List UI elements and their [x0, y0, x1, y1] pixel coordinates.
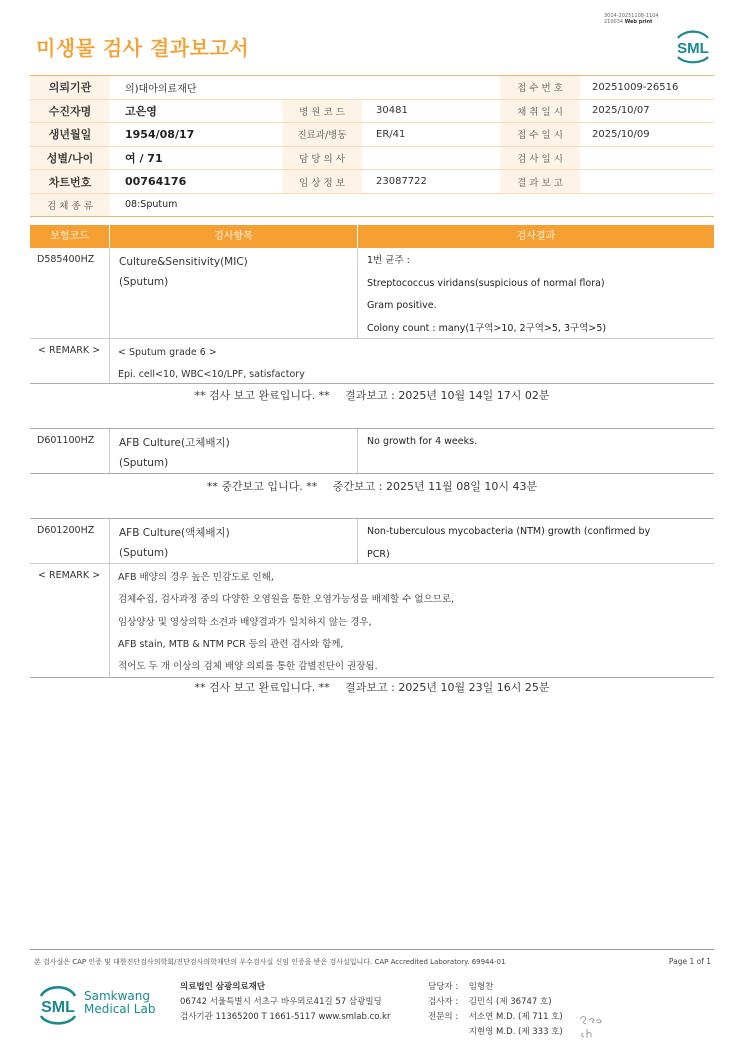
result-row: [30, 248, 714, 339]
staff-name: 지현영 M.D. (제 333 호): [468, 1027, 563, 1037]
report-status-2: [30, 478, 714, 494]
footer-divider: [30, 949, 714, 950]
info-label: 차트번호: [30, 170, 110, 193]
info-value: 여 / 71: [125, 152, 163, 166]
info-row: [30, 194, 714, 217]
results-header: [30, 225, 714, 248]
result-line: Colony count : many(1구역>10, 2구역>5, 3구역>5): [367, 322, 607, 334]
col-result-header: 검사결과: [516, 231, 556, 242]
result-line: No growth for 4 weeks.: [367, 436, 478, 447]
staff-name: 임형찬: [468, 982, 494, 992]
report-time: 중간보고 : 2025년 11월 08일 10시 43분: [332, 480, 538, 493]
result-line: Streptococcus viridans(suspicious of normal flora): [367, 277, 605, 289]
remark-line: 검체수집, 검사과정 중의 다양한 오염원을 통한 오염가능성을 배제할 수 없으므로,: [118, 594, 455, 606]
sml-logo-icon: [672, 24, 714, 64]
info-value: 1954/08/17: [125, 127, 195, 141]
test-item-name: AFB Culture(액체배지): [119, 527, 230, 539]
result-line: Non-tuberculous mycobacteria (NTM) growth (confirmed by: [367, 526, 651, 537]
test-item: [110, 519, 358, 563]
org-info: [180, 980, 390, 1025]
staff-label: 담당자 :: [428, 982, 459, 992]
sml-logo-icon: [36, 981, 80, 1025]
info-label: 검 사 일 시: [500, 147, 580, 170]
result-row: [30, 519, 714, 564]
remark-line: AFB 배양의 경우 높은 민감도로 인해,: [118, 572, 274, 583]
status-text: ** 검사 보고 완료입니다. **: [194, 389, 330, 402]
info-label: [282, 76, 362, 99]
staff-name: 김민식 (제 36747 호): [468, 997, 552, 1007]
remark-row: [30, 564, 714, 677]
staff-info: [428, 980, 563, 1040]
staff-name: 서소연 M.D. (제 711 호): [468, 1012, 563, 1022]
info-value: 23087722: [376, 176, 427, 188]
info-label: 담 당 의 사: [282, 147, 362, 170]
test-item-specimen: (Sputum): [119, 547, 169, 559]
info-row: [30, 123, 714, 147]
patient-info-table: [30, 75, 714, 217]
info-label: 성별/나이: [30, 147, 110, 170]
brand-line: Samkwang: [84, 989, 150, 1003]
col-item-header: 검사항목: [110, 225, 358, 248]
insurance-code: D585400HZ: [30, 248, 110, 338]
remark-text: [110, 339, 714, 383]
test-item-specimen: (Sputum): [119, 457, 169, 469]
result-block-culture: [30, 248, 714, 384]
test-item-name: AFB Culture(고체배지): [119, 437, 230, 449]
print-sub: 210034 Web print: [604, 19, 653, 25]
result-row: [30, 429, 714, 473]
info-value: 20251009-26516: [592, 81, 679, 93]
info-value: 08:Sputum: [125, 199, 178, 211]
info-row: [30, 170, 714, 194]
sml-logo-text: SML: [41, 999, 75, 1016]
info-value: 2025/10/07: [592, 105, 650, 117]
remark-line: 임상양상 및 영상의학 소견과 배양결과가 일치하지 않는 경우,: [118, 616, 372, 628]
test-item-specimen: (Sputum): [119, 276, 169, 288]
result-line: Gram positive.: [367, 300, 437, 311]
report-time: 결과보고 : 2025년 10월 14일 17시 02분: [345, 389, 550, 402]
test-result: [358, 429, 714, 473]
print-id: 3014-20251108-1104: [604, 13, 659, 19]
info-row: [30, 147, 714, 171]
test-item-name: Culture&Sensitivity(MIC): [119, 256, 248, 268]
signature-image: [577, 1011, 607, 1041]
insurance-code: D601100HZ: [30, 429, 110, 473]
info-value: ER/41: [376, 128, 406, 140]
print-info: [604, 13, 659, 25]
info-row: [30, 76, 714, 100]
result-block-afb-solid: [30, 428, 714, 474]
info-value: 의)대아의료재단: [125, 83, 197, 95]
staff-label: 검사자 :: [428, 997, 459, 1007]
result-block-afb-liquid: [30, 518, 714, 678]
info-label: 의뢰기관: [30, 76, 110, 99]
remark-line: AFB stain, MTB & NTM PCR 등의 관련 검사와 함께,: [118, 638, 344, 650]
info-label: 병 원 코 드: [282, 100, 362, 123]
info-value: 00764176: [125, 175, 187, 189]
staff-label: 전문의 :: [428, 1012, 459, 1022]
report-status-3: [30, 679, 714, 695]
info-value: 2025/10/09: [592, 128, 650, 140]
remark-row: [30, 339, 714, 383]
remark-line: < Sputum grade 6 >: [118, 347, 217, 358]
info-value: 고은영: [125, 104, 157, 118]
info-label: 접 수 번 호: [500, 76, 580, 99]
col-code-header: 보험코드: [30, 225, 110, 248]
test-item: [110, 248, 358, 338]
info-label: 생년월일: [30, 123, 110, 146]
report-time: 결과보고 : 2025년 10월 23일 16시 25분: [345, 681, 550, 694]
test-result: [358, 248, 714, 338]
brand-name: [84, 990, 155, 1016]
brand-line: Medical Lab: [84, 1002, 156, 1016]
info-label: 채 취 일 시: [500, 100, 580, 123]
remark-label: < REMARK >: [30, 564, 110, 677]
remark-line: Epi. cell<10, WBC<10/LPF, satisfactory: [118, 369, 305, 381]
status-text: ** 중간보고 입니다. **: [206, 480, 318, 493]
report-title: 미생물 검사 결과보고서: [36, 36, 250, 60]
org-address: 06742 서울특별시 서초구 바우뫼로41길 57 삼광빌딩: [180, 997, 382, 1007]
info-label: 검 체 종 류: [30, 194, 110, 216]
test-result: [358, 519, 714, 563]
accreditation-note: 본 검사실은 CAP 인증 및 대한진단검사의학회/진단검사의학재단의 우수검사실 신임 인증을 받은 검사실입니다. CAP Accredited Laboratory. 69944-01: [34, 958, 506, 966]
info-label: 수진자명: [30, 100, 110, 123]
insurance-code: D601200HZ: [30, 519, 110, 563]
info-label: 접 수 일 시: [500, 123, 580, 146]
status-text: ** 검사 보고 완료입니다. **: [194, 681, 330, 694]
info-label: 진료과/병동: [282, 123, 362, 146]
info-value: 30481: [376, 105, 408, 117]
test-item: [110, 429, 358, 473]
remark-line: 적어도 두 개 이상의 검체 배양 의뢰를 통한 감별진단이 권장됨.: [118, 661, 378, 673]
info-row: [30, 100, 714, 124]
sml-logo-text: SML: [677, 40, 709, 57]
info-label: 임 상 정 보: [282, 170, 362, 193]
report-status-1: [30, 387, 714, 403]
page-number: Page 1 of 1: [668, 957, 711, 966]
info-label: 결 과 보 고: [500, 170, 580, 193]
org-contact: 검사기관 11365200 T 1661-5117 www.smlab.co.kr: [180, 1012, 391, 1022]
result-line: PCR): [367, 548, 390, 560]
result-line: 1번 균주 :: [367, 255, 410, 266]
remark-text: [110, 564, 714, 677]
remark-label: < REMARK >: [30, 339, 110, 383]
org-name: 의료법인 삼광의료재단: [180, 982, 266, 992]
